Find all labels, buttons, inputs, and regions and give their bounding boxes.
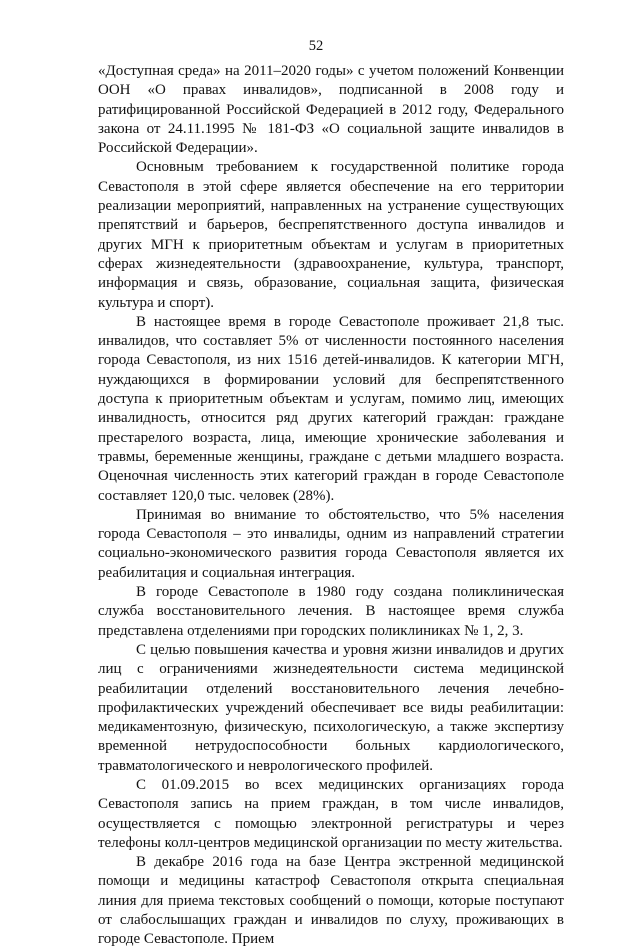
paragraph-6: С целью повышения качества и уровня жизни инвалидов и других лиц с ограничениями жизнедеятельности система медицинской реабилитации отделений восстановительного лечения лечебно-профилактических учреждений обеспечивает все виды реабилитации: медикаментозную, физическую, психологическую, а также экспертизу временной нетрудоспособности больных кардиологического, травматологического и неврологического профилей. bbox=[98, 641, 564, 774]
paragraph-3: В настоящее время в городе Севастополе проживает 21,8 тыс. инвалидов, что составляет 5% от численности постоянного населения города Севастополя, из них 1516 детей-инвалидов. К категории МГН, нуждающихся в формировании условий для беспрепятственного доступа к приоритетным объектам и услугам, помимо лиц, имеющих инвалидность, относится ряд других категорий граждан: граждане престарелого возраста, лица, имеющие хронические заболевания и травмы, беременные женщины, граждане с детьми младшего возраста. Оценочная численность этих категорий граждан в городе Севастополе составляет 120,0 тыс. человек (28%). bbox=[98, 313, 564, 504]
paragraph-4: Принимая во внимание то обстоятельство, что 5% населения города Севастополя – это инвалиды, одним из направлений стратегии социально-экономического развития города Севастополя является их реабилитация и социальная интеграция. bbox=[98, 506, 564, 581]
paragraph-8: В декабре 2016 года на базе Центра экстренной медицинской помощи и медицины катастроф Севастополя открыта специальная линия для приема текстовых сообщений о помощи, которые поступают от слабослышащих граждан и инвалидов по слуху, проживающих в городе Севастополе. Прием bbox=[98, 854, 564, 948]
body-text bbox=[98, 62, 564, 950]
paragraph-7: С 01.09.2015 во всех медицинских организациях города Севастополя запись на прием граждан, в том числе инвалидов, осуществляется с помощью электронной регистратуры и через телефоны колл-центров медицинской организации по месту жительства. bbox=[98, 776, 564, 851]
paragraph-2: Основным требованием к государственной политике города Севастополя в этой сфере является обеспечение на его территории реализации мероприятий, направленных на устранение существующих препятствий и барьеров, беспрепятственного доступа инвалидов и других МГН к приоритетным объектам и услугам в приоритетных сферах жизнедеятельности (здравоохранение, культура, транспорт, информация и связь, образование, социальная защита, физическая культура и спорт). bbox=[98, 159, 564, 311]
paragraph-1: «Доступная среда» на 2011–2020 годы» с учетом положений Конвенции ООН «О правах инвалидов», подписанной в 2008 году и ратифицированной Российской Федерацией в 2012 году, Федерального закона от 24.11.1995 № 181-ФЗ «О социальной защите инвалидов в Российской Федерации». bbox=[98, 63, 564, 157]
paragraph-5: В городе Севастополе в 1980 году создана поликлиническая служба восстановительного лечения. В настоящее время служба представлена отделениями при городских поликлиниках № 1, 2, 3. bbox=[98, 584, 564, 639]
page-number: 52 bbox=[308, 38, 324, 54]
